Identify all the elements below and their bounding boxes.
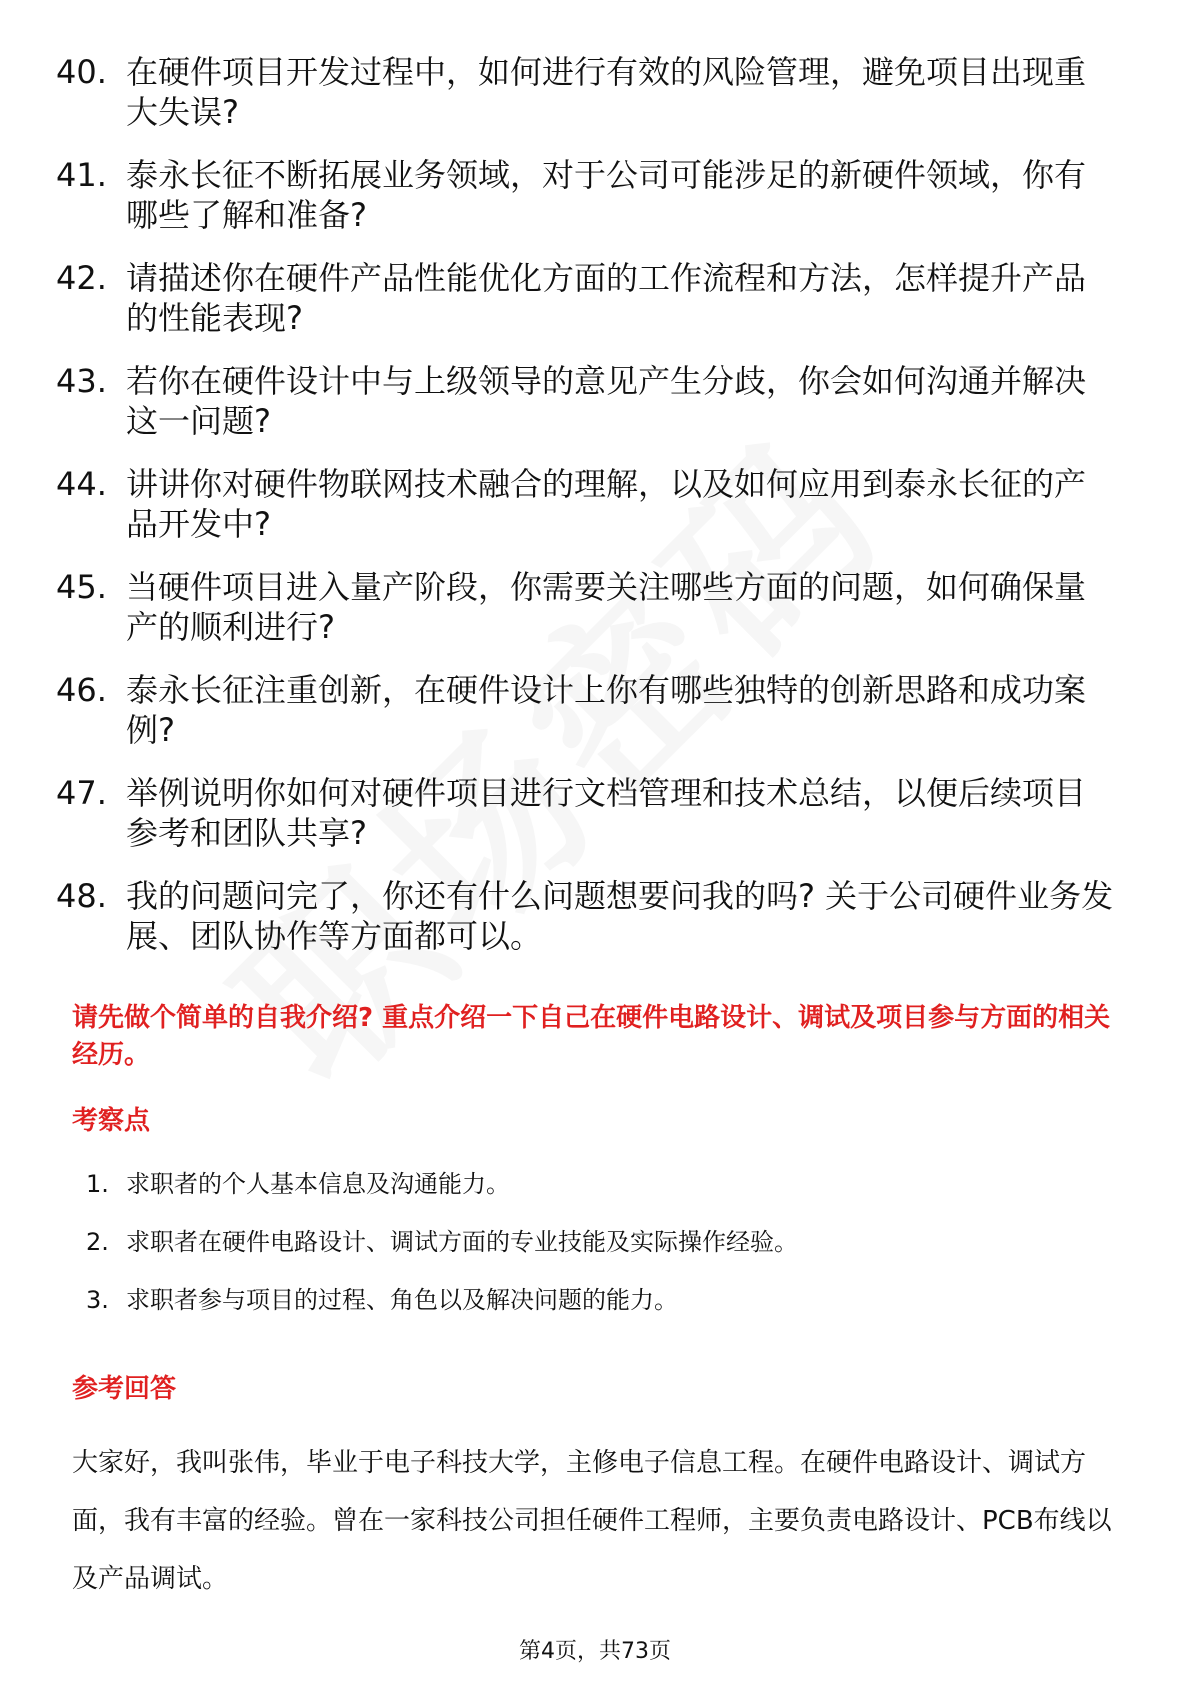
featured-question: 请先做个简单的自我介绍? 重点介绍一下自己在硬件电路设计、调试及项目参与方面的相关经历。 <box>72 1003 1111 1070</box>
question-item <box>56 155 1116 235</box>
point-text: 求职者参与项目的过程、角色以及解决问题的能力。 <box>126 1286 678 1314</box>
point-number: 2. <box>86 1228 109 1256</box>
question-number: 48. <box>56 877 107 915</box>
question-number: 47. <box>56 774 107 812</box>
question-text: 在硬件项目开发过程中，如何进行有效的风险管理，避免项目出现重大失误? <box>126 53 1087 131</box>
point-text: 求职者在硬件电路设计、调试方面的专业技能及实际操作经验。 <box>126 1228 798 1256</box>
question-item <box>56 464 1116 544</box>
question-number: 46. <box>56 671 107 709</box>
question-text: 我的问题问完了，你还有什么问题想要问我的吗? 关于公司硬件业务发展、团队协作等方面都可以。 <box>126 877 1114 955</box>
question-number: 40. <box>56 53 107 91</box>
question-number: 43. <box>56 362 107 400</box>
question-text: 举例说明你如何对硬件项目进行文档管理和技术总结，以便后续项目参考和团队共享? <box>126 774 1087 852</box>
question-number: 41. <box>56 156 107 194</box>
point-item <box>86 1284 1086 1316</box>
question-item <box>56 567 1116 647</box>
question-text: 请描述你在硬件产品性能优化方面的工作流程和方法，怎样提升产品的性能表现? <box>126 259 1087 337</box>
question-item <box>56 258 1116 338</box>
question-item <box>56 52 1116 132</box>
question-item <box>56 670 1116 750</box>
question-text: 泰永长征不断拓展业务领域，对于公司可能涉足的新硬件领域，你有哪些了解和准备? <box>126 156 1087 234</box>
question-item <box>56 876 1116 956</box>
points-heading: 考察点 <box>72 1106 151 1136</box>
point-number: 1. <box>86 1170 109 1198</box>
points-list <box>86 1168 1086 1342</box>
question-list <box>56 52 1116 979</box>
question-number: 44. <box>56 465 107 503</box>
question-text: 当硬件项目进入量产阶段，你需要关注哪些方面的问题，如何确保量产的顺利进行? <box>126 568 1087 646</box>
question-text: 讲讲你对硬件物联网技术融合的理解，以及如何应用到泰永长征的产品开发中? <box>126 465 1087 543</box>
point-item <box>86 1168 1086 1200</box>
question-text: 泰永长征注重创新，在硬件设计上你有哪些独特的创新思路和成功案例? <box>126 671 1087 749</box>
point-number: 3. <box>86 1286 109 1314</box>
point-item <box>86 1226 1086 1258</box>
question-item <box>56 773 1116 853</box>
point-text: 求职者的个人基本信息及沟通能力。 <box>126 1170 510 1198</box>
answer-text: 大家好，我叫张伟，毕业于电子科技大学，主修电子信息工程。在硬件电路设计、调试方面，我有丰富的经验。曾在一家科技公司担任硬件工程师，主要负责电路设计、PCB布线以及产品调试。 <box>72 1448 1112 1594</box>
page-footer: 第4页，共73页 <box>519 1639 671 1664</box>
question-number: 45. <box>56 568 107 606</box>
question-number: 42. <box>56 259 107 297</box>
question-item <box>56 361 1116 441</box>
answer-heading: 参考回答 <box>72 1374 177 1404</box>
question-text: 若你在硬件设计中与上级领导的意见产生分歧，你会如何沟通并解决这一问题? <box>126 362 1087 440</box>
